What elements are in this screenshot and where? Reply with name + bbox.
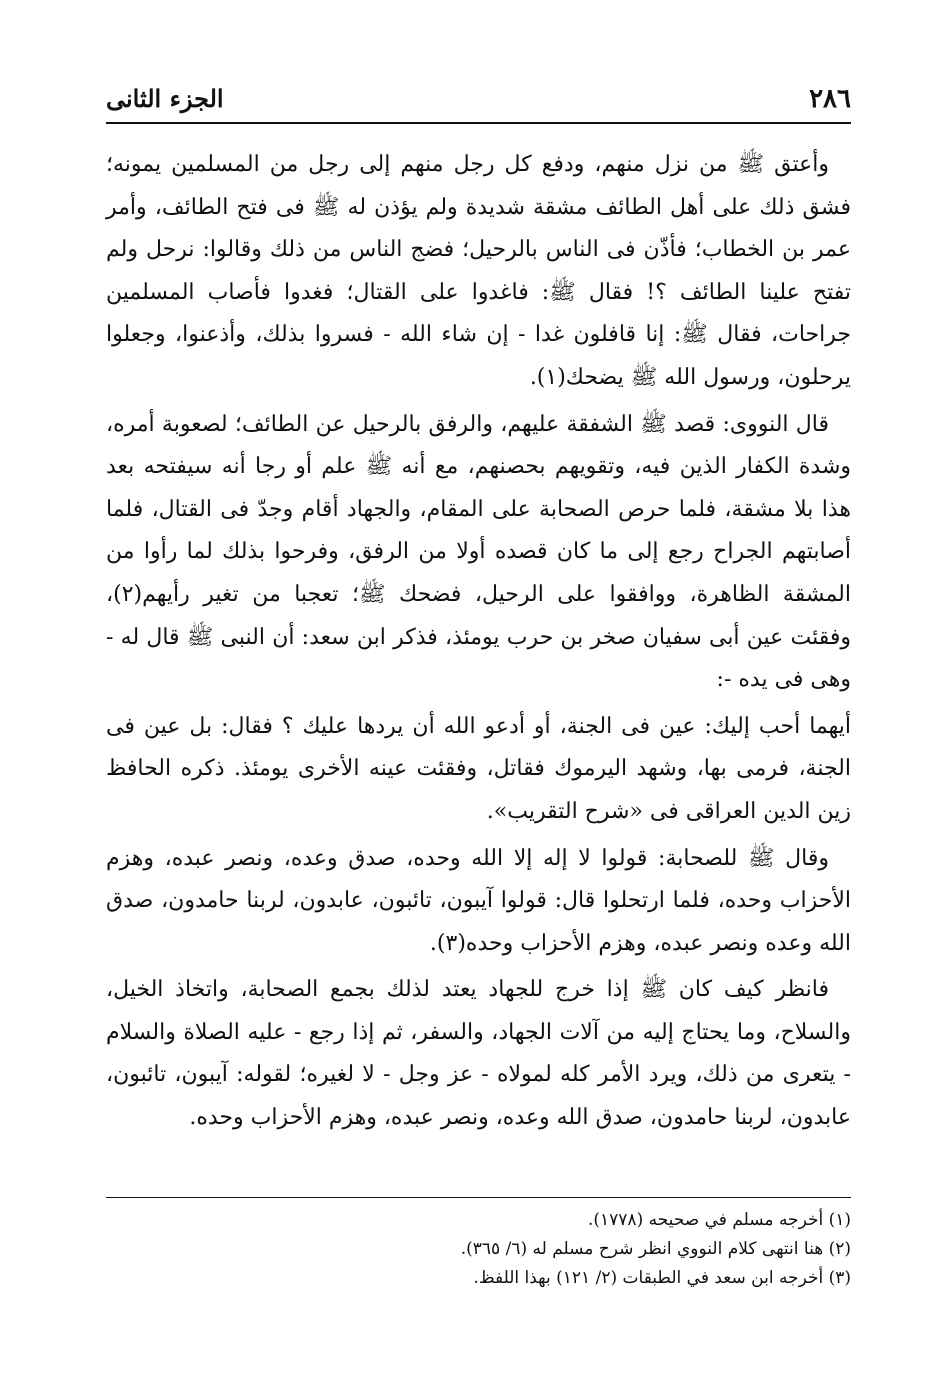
- paragraph: وأعتق ﷺ من نزل منهم، ودفع كل رجل منهم إلى رجل من المسلمين يمونه؛ فشق ذلك على أهل الطائف مشقة شديدة ولم يؤذن له ﷺ فى فتح الطائف، وأمر عمر بن الخطاب؛ فأذّن فى الناس بالرحيل؛ فضج الناس من ذلك وقالوا: نرحل ولم تفتح علينا الطائف ؟! فقال ﷺ: فاغدوا على القتال؛ فغدوا فأصاب المسلمين جراحات، فقال ﷺ: إنا قافلون غدا - إن شاء الله - فسروا بذلك، وأذعنوا، وجعلوا يرحلون، ورسول الله ﷺ يضحك(١).: [106, 152, 851, 390]
- running-title: الجزء الثانى: [106, 84, 224, 113]
- paragraph: فانظر كيف كان ﷺ إذا خرج للجهاد يعتد لذلك بجمع الصحابة، واتخاذ الخيل، والسلاح، وما يحتاج إليه من آلات الجهاد، والسفر، ثم إذا رجع - عليه الصلاة والسلام - يتعرى من ذلك، ويرد الأمر كله لمولاه - عز وجل - لا لغيره؛ لقوله: آيبون، تائبون، عابدون، لربنا حامدون، صدق الله وعده، ونصر عبده، وهزم الأحزاب وحده.: [106, 977, 851, 1131]
- paragraph: قال النووى: قصد ﷺ الشفقة عليهم، والرفق بالرحيل عن الطائف؛ لصعوبة أمره، وشدة الكفار الذين فيه، وتقويهم بحصنهم، مع أنه ﷺ علم أو رجا أنه سيفتحه بعد هذا بلا مشقة، فلما حرص الصحابة على المقام، والجهاد أقام وجدّ فى القتال، فلما أصابتهم الجراح رجع إلى ما كان قصده أولا من الرفق، وفرحوا بذلك لما رأوا من المشقة الظاهرة، ووافقوا على الرحيل، فضحك ﷺ؛ تعجبا من تغير رأيهم(٢)، وفقئت عين أبى سفيان صخر بن حرب يومئذ، فذكر ابن سعد: أن النبى ﷺ قال له - وهى فى يده -:: [106, 411, 851, 693]
- paragraph: وقال ﷺ للصحابة: قولوا لا إله إلا الله وحده، صدق وعده، ونصر عبده، وهزم الأحزاب وحده، فلما ارتحلوا قال: قولوا آيبون، تائبون، عابدون، لربنا حامدون، صدق الله وعده ونصر عبده، وهزم الأحزاب وحده(٣).: [106, 845, 851, 956]
- footnote: (٣) أخرجه ابن سعد في الطبقات (٢/ ١٢١) بهذا اللفظ.: [473, 1268, 851, 1288]
- main-text: [106, 144, 851, 1144]
- page-number: ٢٨٦: [809, 84, 851, 114]
- header-rule: [106, 122, 851, 124]
- page-header: [106, 78, 851, 122]
- footnote: (٢) هنا انتهى كلام النووي انظر شرح مسلم له (٦/ ٣٦٥).: [460, 1239, 851, 1259]
- footnote: (١) أخرجه مسلم في صحيحه (١٧٧٨).: [587, 1210, 851, 1230]
- paragraph: أيهما أحب إليك: عين فى الجنة، أو أدعو الله أن يردها عليك ؟ فقال: بل عين فى الجنة، فرمى بها، وشهد اليرموك فقاتل، وفقئت عينه الأخرى يومئذ. ذكره الحافظ زين الدين العراقى فى «شرح التقريب».: [106, 713, 851, 824]
- footnotes: [106, 1206, 851, 1293]
- footnote-rule: [106, 1197, 851, 1198]
